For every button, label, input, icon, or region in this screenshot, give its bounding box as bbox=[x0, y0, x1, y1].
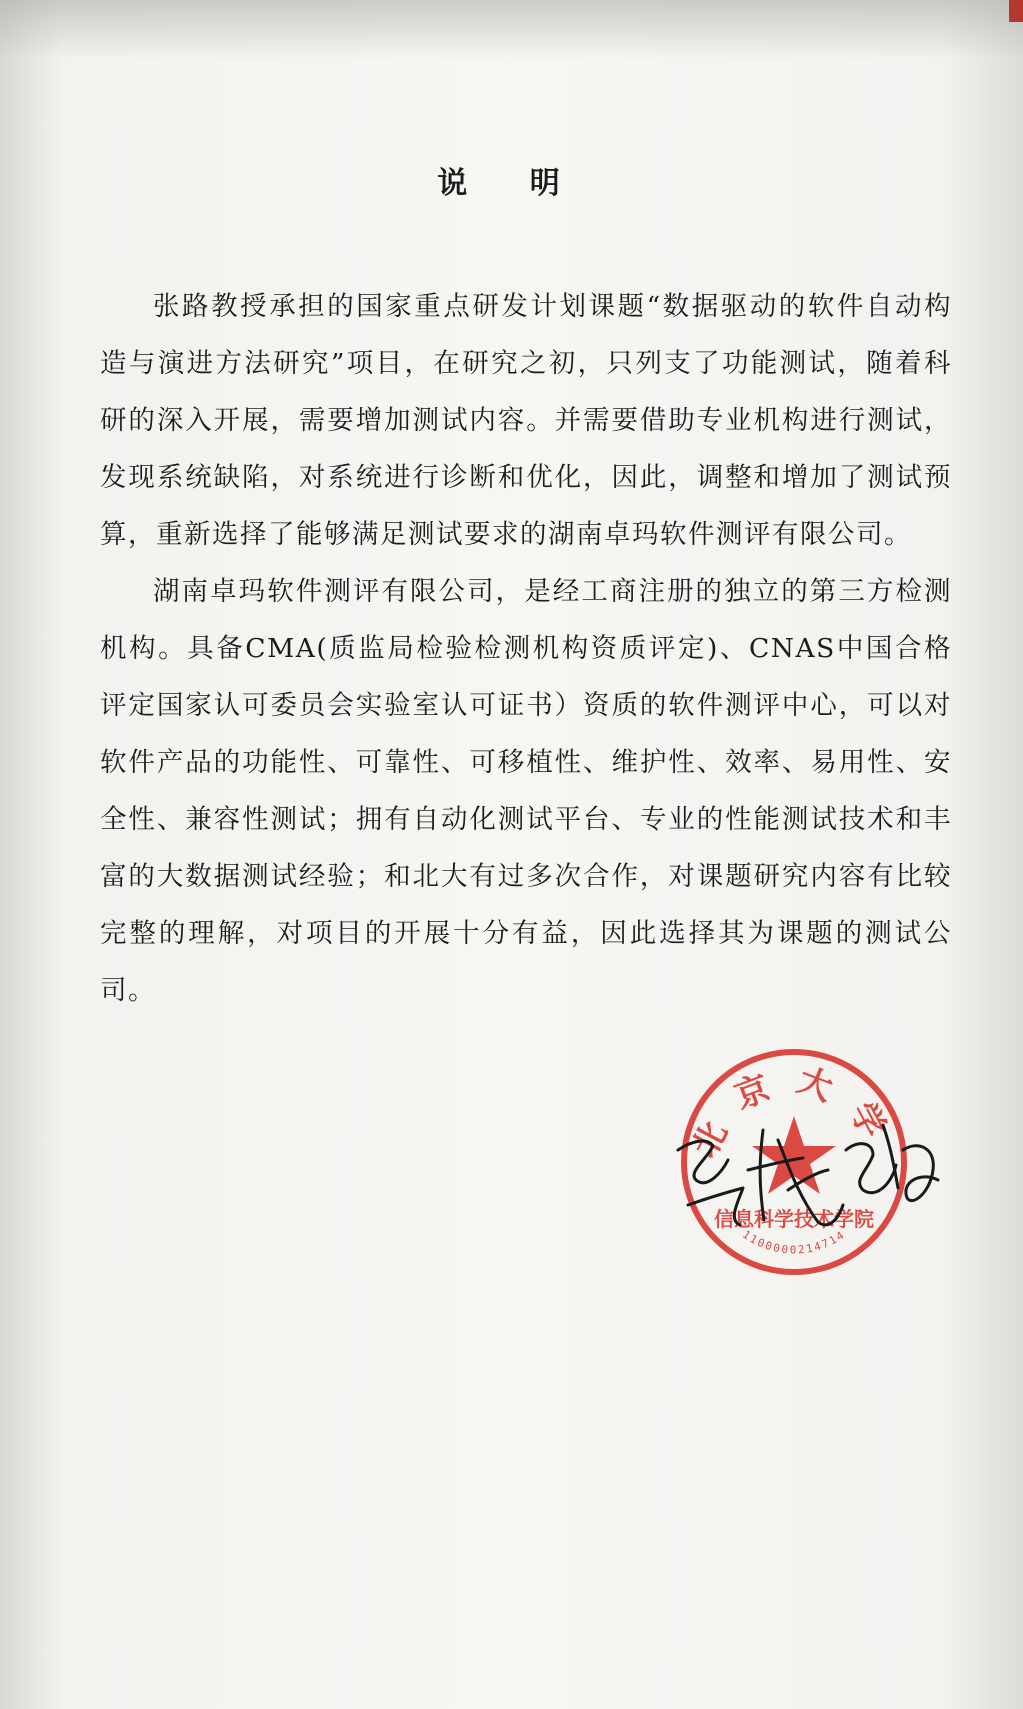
document-title: 说 明 bbox=[437, 166, 586, 201]
seal-number: 1100000214714 bbox=[740, 1227, 848, 1257]
page-edge-mark bbox=[1009, 0, 1023, 22]
document-body bbox=[100, 278, 952, 1019]
seal-department: 信息科学技术学院 bbox=[714, 1207, 874, 1231]
paragraph-2: 湖南卓玛软件测评有限公司，是经工商注册的独立的第三方检测机构。具备CMA(质监局检验检测机构资质评定)、CNAS中国合格评定国家认可委员会实验室认可证书）资质的软件测评中心，可以对软件产品的功能性、可靠性、可移植性、维护性、效率、易用性、安全性、兼容性测试；拥有自动化测试平台、专业的性能测试技术和丰富的大数据测试经验；和北大有过多次合作，对课题研究内容有比较完整的理解，对项目的开展十分有益，因此选择其为课题的测试公司。 bbox=[100, 576, 952, 1006]
handwritten-signature bbox=[668, 1110, 948, 1240]
seal-outer-text: 北京大学 bbox=[684, 1060, 904, 1165]
paragraph-1: 张路教授承担的国家重点研发计划课题“数据驱动的软件自动构造与演进方法研究”项目，在研究之初，只列支了功能测试，随着科研的深入开展，需要增加测试内容。并需要借助专业机构进行测试，发现系统缺陷，对系统进行诊断和优化，因此，调整和增加了测试预算，重新选择了能够满足测试要求的湖南卓玛软件测评有限公司。 bbox=[100, 291, 952, 550]
